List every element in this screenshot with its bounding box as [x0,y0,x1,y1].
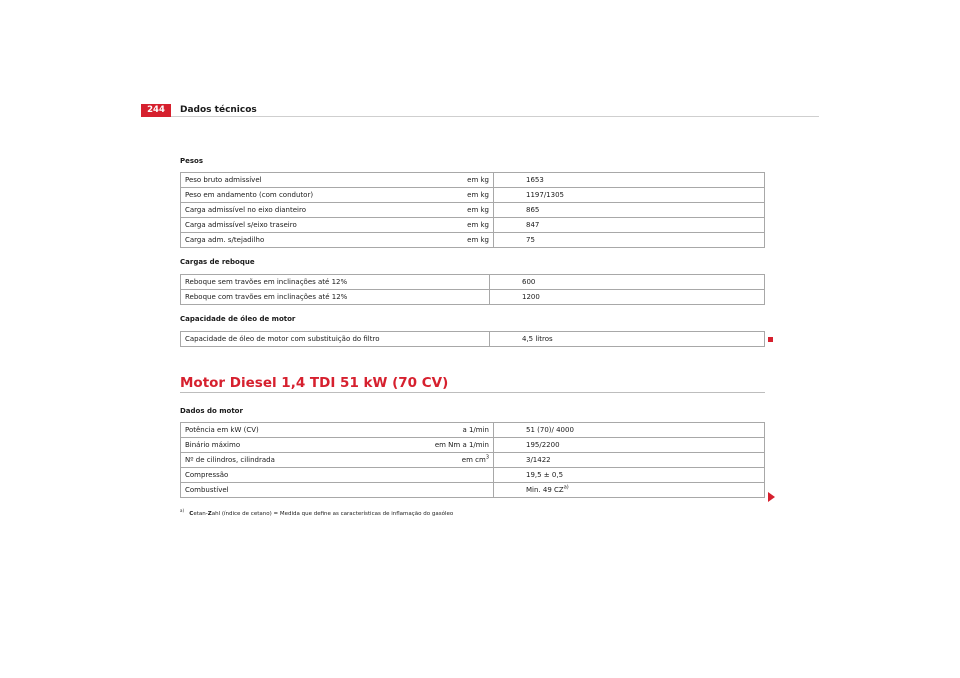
row-value: 4,5 litros [490,332,765,347]
row-label: Nº de cilindros, cilindrada [181,453,426,468]
row-label: Peso em andamento (com condutor) [181,188,426,203]
row-unit [425,468,494,483]
row-value: 600 [490,275,765,290]
oleo-table [180,331,765,347]
row-unit [425,453,494,468]
row-label: Peso bruto admissível [181,173,426,188]
row-value: 51 (70)/ 4000 [494,423,765,438]
pesos-table [180,172,765,248]
row-value: 3/1422 [494,453,765,468]
table-row [181,483,765,498]
row-label: Carga adm. s/tejadilho [181,233,426,248]
row-value: 865 [494,203,765,218]
motor-table [180,422,765,498]
row-value: 1653 [494,173,765,188]
footnote-text-2: ahl (índice de cetano) = Medida que define as características de inflamação do gasóleo [211,510,454,517]
table-row [181,233,765,248]
footnote-text-1: etan- [193,510,208,517]
row-unit: em kg [425,203,494,218]
reboque-table [180,274,765,305]
table-row [181,453,765,468]
section-title-oleo: Capacidade de óleo de motor [180,315,296,323]
row-label: Carga admissível s/eixo traseiro [181,218,426,233]
table-row [181,218,765,233]
table-row [181,188,765,203]
section-end-marker [768,337,773,342]
page-number: 244 [141,104,171,117]
row-unit: em kg [425,233,494,248]
row-value: 195/2200 [494,438,765,453]
row-unit: em kg [425,188,494,203]
section-title-motor: Dados do motor [180,407,243,415]
table-row [181,423,765,438]
footnote-marker: a) [180,508,185,513]
row-unit: em kg [425,173,494,188]
row-label: Combustível [181,483,426,498]
row-value: 1200 [490,290,765,305]
row-unit: a 1/min [425,423,494,438]
section-title-pesos: Pesos [180,157,204,165]
table-row [181,173,765,188]
chapter-title: Dados técnicos [180,105,257,115]
row-unit: em Nm a 1/min [425,438,494,453]
section-title-reboque: Cargas de reboque [180,258,255,266]
footnote-z: Z [207,510,212,517]
heading-rule [180,392,765,393]
row-label: Carga admissível no eixo dianteiro [181,203,426,218]
row-label: Reboque com travões em inclinações até 12% [181,290,490,305]
footnote-reference: a) [563,484,569,491]
value-text: Min. 49 CZ [526,486,564,494]
table-row [181,275,765,290]
row-label: Compressão [181,468,426,483]
row-label: Capacidade de óleo de motor com substituição do filtro [181,332,490,347]
row-label: Potência em kW (CV) [181,423,426,438]
table-row [181,332,765,347]
motor-heading: Motor Diesel 1,4 TDI 51 kW (70 CV) [180,375,449,391]
row-unit [425,483,494,498]
row-value: 75 [494,233,765,248]
unit-superscript: 3 [485,454,489,461]
row-value: 19,5 ± 0,5 [494,468,765,483]
table-row [181,203,765,218]
footnote-c: C [189,510,194,517]
row-value: 847 [494,218,765,233]
footnote [180,508,453,517]
unit-text: em cm [461,456,486,464]
row-value: 1197/1305 [494,188,765,203]
row-label: Reboque sem travões em inclinações até 12% [181,275,490,290]
row-unit: em kg [425,218,494,233]
continue-arrow-icon [768,492,775,502]
table-row [181,438,765,453]
row-value [494,483,765,498]
table-row [181,468,765,483]
row-label: Binário máximo [181,438,426,453]
table-row [181,290,765,305]
